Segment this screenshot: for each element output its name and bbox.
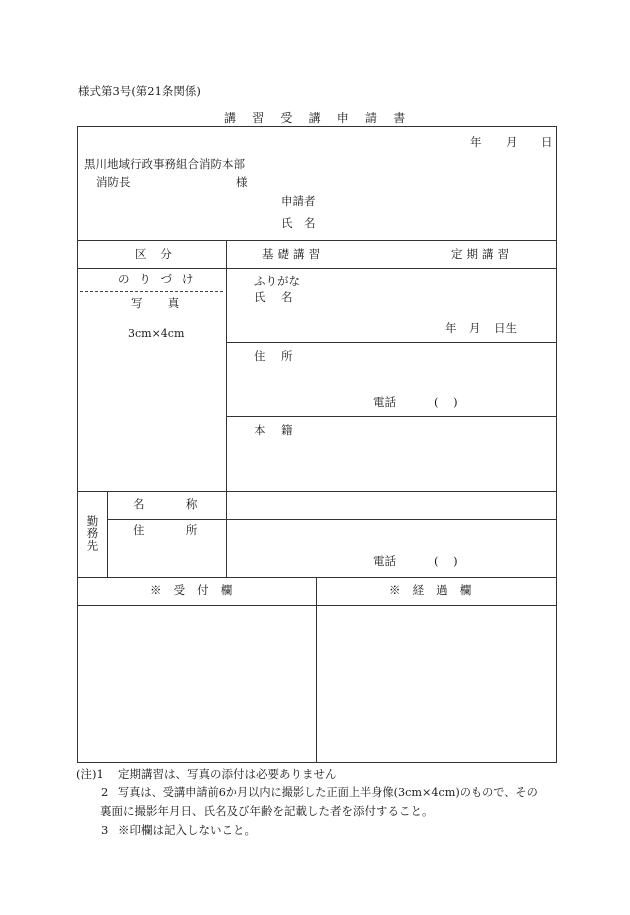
workplace-phone-label: 電話	[373, 554, 396, 568]
form-number-label: 様式第3号(第21条関係)	[78, 84, 201, 98]
workplace-label: 勤務先	[85, 515, 100, 552]
addressee-organization: 黒川地域行政事務組合消防本部	[84, 157, 245, 171]
note-1: 定期講習は、写真の添付は必要ありません	[118, 767, 337, 781]
note-3: ※印欄は記入しないこと。	[118, 823, 256, 837]
birth-month-label: 月	[469, 321, 481, 335]
applicant-name-label: 氏名	[281, 216, 327, 230]
phone-label: 電話	[373, 395, 396, 409]
address-label: 住所	[254, 349, 309, 363]
workplace-address-label: 住所	[133, 523, 239, 537]
photo-label: 写真	[131, 296, 205, 310]
furigana-label: ふりがな	[254, 274, 300, 288]
note-2-line-2: 裏面に撮影年月日、氏名及び年齢を記載した者を添付すること。	[100, 804, 434, 818]
note-3-number: 3	[101, 823, 109, 837]
domicile-label: 本籍	[254, 423, 309, 437]
date-day-label: 日	[541, 135, 553, 149]
birth-day-label: 日生	[494, 321, 517, 335]
reception-header: ※受付欄	[150, 583, 245, 597]
periodic-course-label: 定期講習	[451, 247, 514, 261]
honorific: 様	[236, 175, 248, 189]
birth-year-label: 年	[445, 321, 457, 335]
note-2-line-1: 写真は、受講申請前6か月以内に撮影した正面上半身像(3cm×4cm)のもので、その	[118, 786, 538, 799]
notes-prefix: (注)1	[76, 767, 104, 781]
phone-area-code: ( )	[434, 395, 458, 409]
date-year-label: 年	[470, 135, 482, 149]
page-title: 講習受講申請書	[224, 111, 422, 125]
workplace-phone-area-code: ( )	[434, 554, 458, 568]
photo-size: 3cm×4cm	[128, 327, 185, 340]
basic-course-label: 基礎講習	[262, 247, 325, 261]
applicant-label: 申請者	[281, 194, 316, 208]
person-name-label: 氏名	[254, 290, 309, 304]
note-2-number: 2	[101, 785, 109, 799]
workplace-name-label: 名称	[133, 497, 239, 511]
category-label: 区分	[135, 247, 186, 261]
progress-header: ※経過欄	[389, 583, 484, 597]
addressee-title: 消防長	[96, 175, 131, 189]
glue-label: のりづけ	[118, 272, 204, 286]
date-month-label: 月	[506, 135, 518, 149]
